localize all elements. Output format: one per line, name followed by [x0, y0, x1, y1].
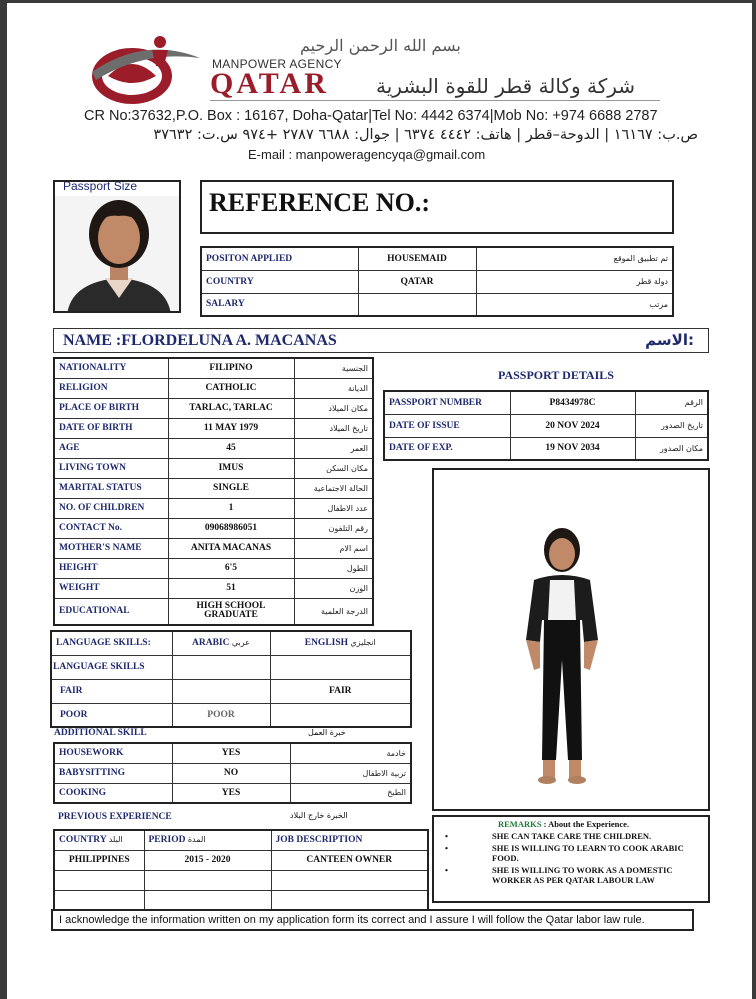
language-skills-table [50, 630, 412, 728]
empty-cell [54, 870, 144, 890]
agency-email[interactable]: E-mail : manpoweragencyqa@gmail.com [248, 147, 486, 162]
personal-field-value: 1 [168, 498, 294, 518]
contact-line-arabic: ص.ب: ١٦١٦٧ | الدوحة–قطر | هاتف: ٤٤٤٢ ٦٣٧٤ | جوال: ٦٦٨٨ ٢٧٨٧ +٩٧٤ س.ت: ٣٧٦٣٢ [153, 127, 698, 143]
personal-field-value: TARLAC, TARLAC [168, 398, 294, 418]
scan-edge-top [0, 0, 756, 3]
acknowledgement-text: I acknowledge the information written on my application form its correct and I assure I will follow the Qatar labor law rule. [59, 914, 645, 926]
country-label: COUNTRY [201, 270, 358, 293]
arabic-column-header [172, 631, 270, 655]
skill-label: BABYSITTING [54, 763, 172, 783]
table-row [54, 538, 373, 558]
salary-label-arabic: مرتب [476, 293, 673, 316]
fair-label: FAIR [51, 679, 172, 703]
issue-date-label-arabic: تاريخ الصدور [635, 414, 708, 437]
agency-name-arabic: شركة وكالة قطر للقوة البشرية [376, 74, 636, 98]
passport-portrait-image [55, 182, 181, 313]
scan-edge-right [752, 0, 756, 999]
personal-field-label: NO. OF CHILDREN [54, 498, 168, 518]
list-item: • SHE CAN TAKE CARE THE CHILDREN. [442, 831, 704, 842]
table-row [51, 655, 411, 679]
header-divider [210, 100, 660, 101]
personal-field-value: FILIPINO [168, 358, 294, 378]
agency-name: QATAR [210, 67, 329, 100]
empty-cell [54, 890, 144, 910]
table-row [54, 558, 373, 578]
acknowledgement-box [51, 909, 694, 931]
personal-field-value: 6'5 [168, 558, 294, 578]
english-column-header [270, 631, 411, 655]
table-row [201, 247, 673, 270]
table-row [384, 437, 708, 460]
period-header-label: PERIOD [148, 835, 186, 846]
table-row [54, 890, 428, 910]
table-row [54, 578, 373, 598]
additional-skill-title: ADDITIONAL SKILL [54, 728, 147, 738]
country-label-arabic: دولة قطر [476, 270, 673, 293]
skill-label-arabic: تربية الاطفال [290, 763, 411, 783]
arabic-level-value: POOR [172, 703, 270, 727]
table-row [54, 830, 428, 850]
table-row [384, 414, 708, 437]
position-label-arabic: تم تطبيق الموقع [476, 247, 673, 270]
personal-field-value: CATHOLIC [168, 378, 294, 398]
remarks-title [498, 819, 629, 829]
personal-field-label-arabic: تاريخ الميلاد [294, 418, 373, 438]
position-value: HOUSEMAID [358, 247, 476, 270]
full-body-photo [432, 468, 710, 811]
table-row [201, 270, 673, 293]
experience-period: 2015 - 2020 [144, 850, 271, 870]
country-value: QATAR [358, 270, 476, 293]
agency-subtitle: MANPOWER AGENCY [212, 57, 342, 71]
empty-cell [144, 890, 271, 910]
position-table [200, 246, 674, 317]
personal-field-value: SINGLE [168, 478, 294, 498]
empty-cell [144, 870, 271, 890]
arabic-label: ARABIC [192, 638, 230, 649]
empty-cell [172, 679, 270, 703]
skill-value: NO [172, 763, 290, 783]
table-row [54, 743, 411, 763]
table-row [51, 631, 411, 655]
english-level-value: FAIR [270, 679, 411, 703]
personal-field-label-arabic: مكان السكن [294, 458, 373, 478]
table-row [54, 870, 428, 890]
skill-label: HOUSEWORK [54, 743, 172, 763]
photo-label: Passport Size [63, 180, 138, 193]
table-row [54, 438, 373, 458]
table-row [54, 458, 373, 478]
personal-field-value: 09068986051 [168, 518, 294, 538]
empty-cell [271, 890, 428, 910]
bismillah-calligraphy: بسم الله الرحمن الرحيم [300, 36, 461, 55]
previous-experience-title-arabic: الخبرة خارج البلاد [290, 811, 348, 820]
table-row [54, 783, 411, 803]
passport-number-label: PASSPORT NUMBER [384, 391, 510, 414]
personal-field-label-arabic: اسم الام [294, 538, 373, 558]
personal-field-label: AGE [54, 438, 168, 458]
scan-edge-left [0, 0, 7, 999]
personal-field-label: NATIONALITY [54, 358, 168, 378]
personal-field-label-arabic: الوزن [294, 578, 373, 598]
empty-cell [270, 703, 411, 727]
personal-field-label-arabic: عدد الاطفال [294, 498, 373, 518]
personal-field-label: DATE OF BIRTH [54, 418, 168, 438]
personal-field-label: MARITAL STATUS [54, 478, 168, 498]
country-header-arabic: البلد [108, 835, 123, 845]
personal-field-label-arabic: الديانة [294, 378, 373, 398]
personal-field-label: PLACE OF BIRTH [54, 398, 168, 418]
period-column-header [144, 830, 271, 850]
table-row [201, 293, 673, 316]
salary-value [358, 293, 476, 316]
remarks-title-rest: : About the Experience. [543, 819, 630, 829]
skill-label-arabic: خادمة [290, 743, 411, 763]
personal-field-label-arabic: رقم التلفون [294, 518, 373, 538]
passport-details-table [383, 390, 709, 461]
personal-field-value: 45 [168, 438, 294, 458]
list-item: • SHE IS WILLING TO LEARN TO COOK ARABIC FOOD. [442, 843, 704, 864]
table-row [54, 398, 373, 418]
skill-value: YES [172, 783, 290, 803]
personal-field-label: LIVING TOWN [54, 458, 168, 478]
table-row [51, 679, 411, 703]
table-row [51, 703, 411, 727]
poor-label: POOR [51, 703, 172, 727]
passport-details-title: PASSPORT DETAILS [498, 368, 614, 382]
personal-field-label-arabic: مكان الميلاد [294, 398, 373, 418]
expiry-date-value: 19 NOV 2034 [510, 437, 635, 460]
personal-field-label: HEIGHT [54, 558, 168, 578]
position-label: POSITON APPLIED [201, 247, 358, 270]
salary-label: SALARY [201, 293, 358, 316]
reference-box [200, 180, 674, 234]
table-row [54, 518, 373, 538]
passport-photo [53, 180, 181, 313]
skill-value: YES [172, 743, 290, 763]
agency-logo-icon [84, 32, 204, 112]
country-header-label: COUNTRY [59, 835, 107, 846]
experience-country: PHILIPPINES [54, 850, 144, 870]
experience-job: CANTEEN OWNER [271, 850, 428, 870]
contact-line-english: CR No:37632,P.O. Box : 16167, Doha-Qatar|Tel No: 4442 6374|Mob No: +974 6688 2787 [84, 108, 658, 124]
personal-field-value: ANITA MACANAS [168, 538, 294, 558]
additional-skills-table [53, 742, 412, 804]
empty-cell [172, 655, 270, 679]
skill-label: COOKING [54, 783, 172, 803]
remarks-list [442, 831, 704, 887]
table-row [54, 598, 373, 625]
reference-label: REFERENCE NO.: [209, 188, 431, 217]
experience-table [53, 829, 429, 911]
empty-cell [271, 870, 428, 890]
personal-field-label-arabic: الدرجة العلمية [294, 598, 373, 625]
remarks-title-keyword: REMARKS [498, 819, 542, 829]
arabic-label-arabic: عربي [231, 638, 250, 648]
expiry-date-label: DATE OF EXP. [384, 437, 510, 460]
table-row [54, 763, 411, 783]
table-row [54, 358, 373, 378]
personal-field-value: 51 [168, 578, 294, 598]
personal-field-label: EDUCATIONAL [54, 598, 168, 625]
table-row [54, 418, 373, 438]
language-skills-label: LANGUAGE SKILLS: [51, 631, 172, 655]
personal-field-value: 11 MAY 1979 [168, 418, 294, 438]
name-bar [53, 328, 709, 353]
country-column-header [54, 830, 144, 850]
table-row [54, 850, 428, 870]
language-skills-sub-label: LANGUAGE SKILLS [51, 655, 172, 679]
personal-field-label: WEIGHT [54, 578, 168, 598]
issue-date-label: DATE OF ISSUE [384, 414, 510, 437]
table-row [54, 378, 373, 398]
personal-field-label: MOTHER'S NAME [54, 538, 168, 558]
applicant-name-arabic: الاسم: [645, 331, 694, 349]
personal-field-value: HIGH SCHOOL GRADUATE [168, 598, 294, 625]
passport-number-value: P8434978C [510, 391, 635, 414]
applicant-name: NAME :FLORDELUNA A. MACANAS [63, 332, 337, 349]
period-header-arabic: المدة [187, 835, 206, 845]
personal-field-label: CONTACT No. [54, 518, 168, 538]
personal-details-table [53, 357, 374, 626]
personal-field-label-arabic: الطول [294, 558, 373, 578]
english-label: ENGLISH [304, 638, 349, 649]
personal-field-label-arabic: الجنسية [294, 358, 373, 378]
table-row [384, 391, 708, 414]
empty-cell [270, 655, 411, 679]
skill-label-arabic: الطبخ [290, 783, 411, 803]
list-item: • SHE IS WILLING TO WORK AS A DOMESTIC WORKER AS PER QATAR LABOUR LAW [442, 865, 704, 886]
passport-number-label-arabic: الرقم [635, 391, 708, 414]
issue-date-value: 20 NOV 2024 [510, 414, 635, 437]
table-row [54, 498, 373, 518]
remarks-box [432, 815, 710, 903]
job-column-header: JOB DESCRIPTION [271, 830, 428, 850]
personal-field-value: IMUS [168, 458, 294, 478]
previous-experience-title: PREVIOUS EXPERIENCE [58, 812, 172, 822]
expiry-date-label-arabic: مكان الصدور [635, 437, 708, 460]
personal-details-body [54, 358, 373, 625]
additional-skill-title-arabic: خبرة العمل [308, 728, 346, 737]
personal-field-label: RELIGION [54, 378, 168, 398]
table-row [54, 478, 373, 498]
english-label-arabic: انجليزي [350, 638, 376, 648]
full-body-image [434, 470, 710, 811]
personal-field-label-arabic: الحالة الاجتماعية [294, 478, 373, 498]
personal-field-label-arabic: العمر [294, 438, 373, 458]
